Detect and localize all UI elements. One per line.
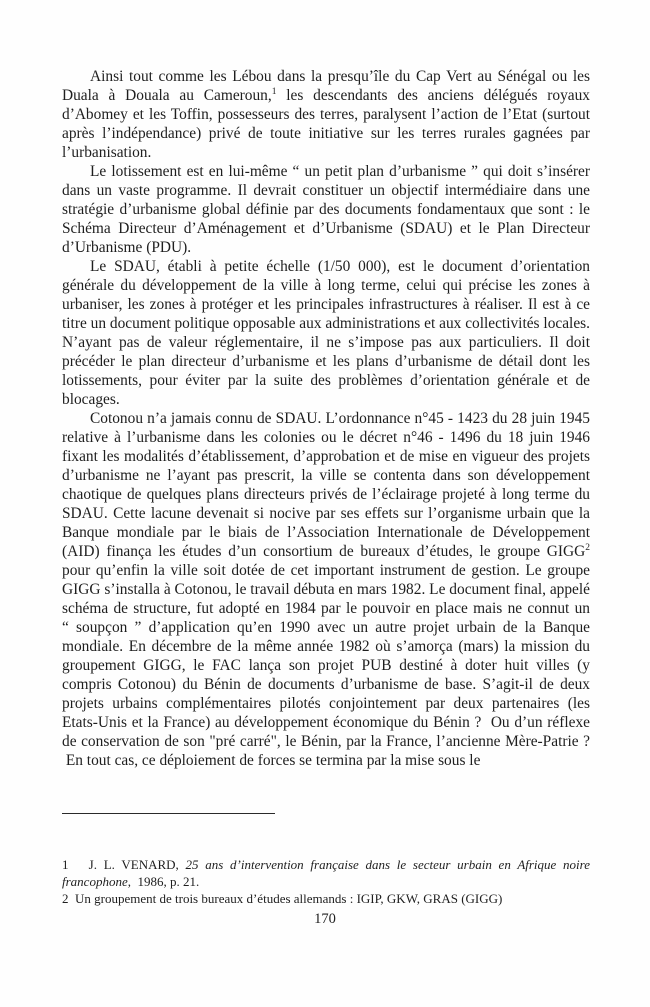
paragraph-text: les descendants des anciens délégués royaux d’Abomey et les Toffin, possesseurs des terres, paralysent l’action de l’Etat (surtout après l’indépendance) privé de toute initiative sur les terres rurales gagnées par l’urbanisation.	[62, 87, 590, 161]
paragraph	[62, 67, 590, 162]
footnote-text: 1 J. L. VENARD,	[62, 857, 186, 872]
paragraph	[62, 162, 590, 257]
footnotes	[62, 856, 590, 907]
footnote	[62, 856, 590, 890]
paragraph-text: Le lotissement est en lui-même “ un petit plan d’urbanisme ” qui doit s’insérer dans un vaste programme. Il devrait constituer un objectif intermédiaire dans une stratégie d’urbanisme global définie par des documents fondamentaux que sont : le Schéma Directeur d’Aménagement et d’Urbanisme (SDAU) et le Plan Directeur d’Urbanisme (PDU).	[62, 163, 590, 256]
footnote-text: , 1986, p. 21.	[127, 874, 200, 889]
paragraph	[62, 409, 590, 770]
paragraph-text: 1	[271, 86, 277, 97]
paragraph-text: Le SDAU, établi à petite échelle (1/50 000), est le document d’orientation générale du développement de la ville à long terme, celui qui précise les zones à urbaniser, les zones à protéger et les principales infrastructures à réaliser. Il est à ce titre un document politique opposable aux administrations et aux collectivités locales. N’ayant pas de valeur réglementaire, il ne s’impose pas aux particuliers. Il doit précéder le plan directeur d’urbanisme et les plans d’urbanisme de détail dont les lotissements, pour éviter par la suite des problèmes d’orientation générale et de blocages.	[62, 258, 590, 408]
footnote-text: 2 Un groupement de trois bureaux d’études allemands : IGIP, GKW, GRAS (GIGG)	[62, 891, 503, 906]
paragraph-text: 2	[585, 542, 590, 553]
footnote-separator	[62, 813, 275, 814]
footnote-text: 25 ans d’intervention française dans le secteur urbain en Afrique noire francophone	[62, 857, 590, 889]
page-number: 170	[314, 911, 336, 927]
paragraph-text: Ainsi tout comme les Lébou dans la presqu’île du Cap Vert au Sénégal ou les Duala à Douala au Cameroun,	[62, 68, 590, 104]
body-text	[62, 67, 590, 770]
paragraph-text: pour qu’enfin la ville soit dotée de cet important instrument de gestion. Le groupe GIGG s’installa à Cotonou, le travail débuta en mars 1982. Le document final, appelé schéma de structure, fut adopté en 1984 par le pouvoir en place mais ne connut un “ soupçon ” d’application qu’en 1990 avec un autre projet urbain de la Banque mondiale. En décembre de la même année 1982 où s’amorça (mars) la mission du groupement GIGG, le FAC lança son projet PUB destiné à doter huit villes (y compris Cotonou) du Bénin de documents d’urbanisme de base. S’agit-il de deux projets urbains complémentaires pilotés conjointement par deux partenaires (les Etats-Unis et la France) au développement économique du Bénin ? Ou d’un réflexe de conservation de son "pré carré", le Bénin, par la France, l’ancienne Mère-Patrie ? En tout cas, ce déploiement de forces se termina par la mise sous le	[62, 562, 590, 769]
paragraph	[62, 257, 590, 409]
paragraph-text: Cotonou n’a jamais connu de SDAU. L’ordonnance n°45 - 1423 du 28 juin 1945 relative à l’urbanisme dans les colonies ou le décret n°46 - 1496 du 18 juin 1946 fixant les modalités d’établissement, d’approbation et de mise en vigueur des projets d’urbanisme ne l’ayant pas prescrit, la ville se contenta dans son développement chaotique de quelques plans directeurs privés de l’éclairage projeté à long terme du SDAU. Cette lacune devenait si nocive par ses effets sur l’organisme urbain que la Banque mondiale par le biais de l’Association Internationale de Développement (AID) finança les études d’un consortium de bureaux d’études, le groupe GIGG	[62, 410, 590, 560]
footnote	[62, 890, 590, 907]
